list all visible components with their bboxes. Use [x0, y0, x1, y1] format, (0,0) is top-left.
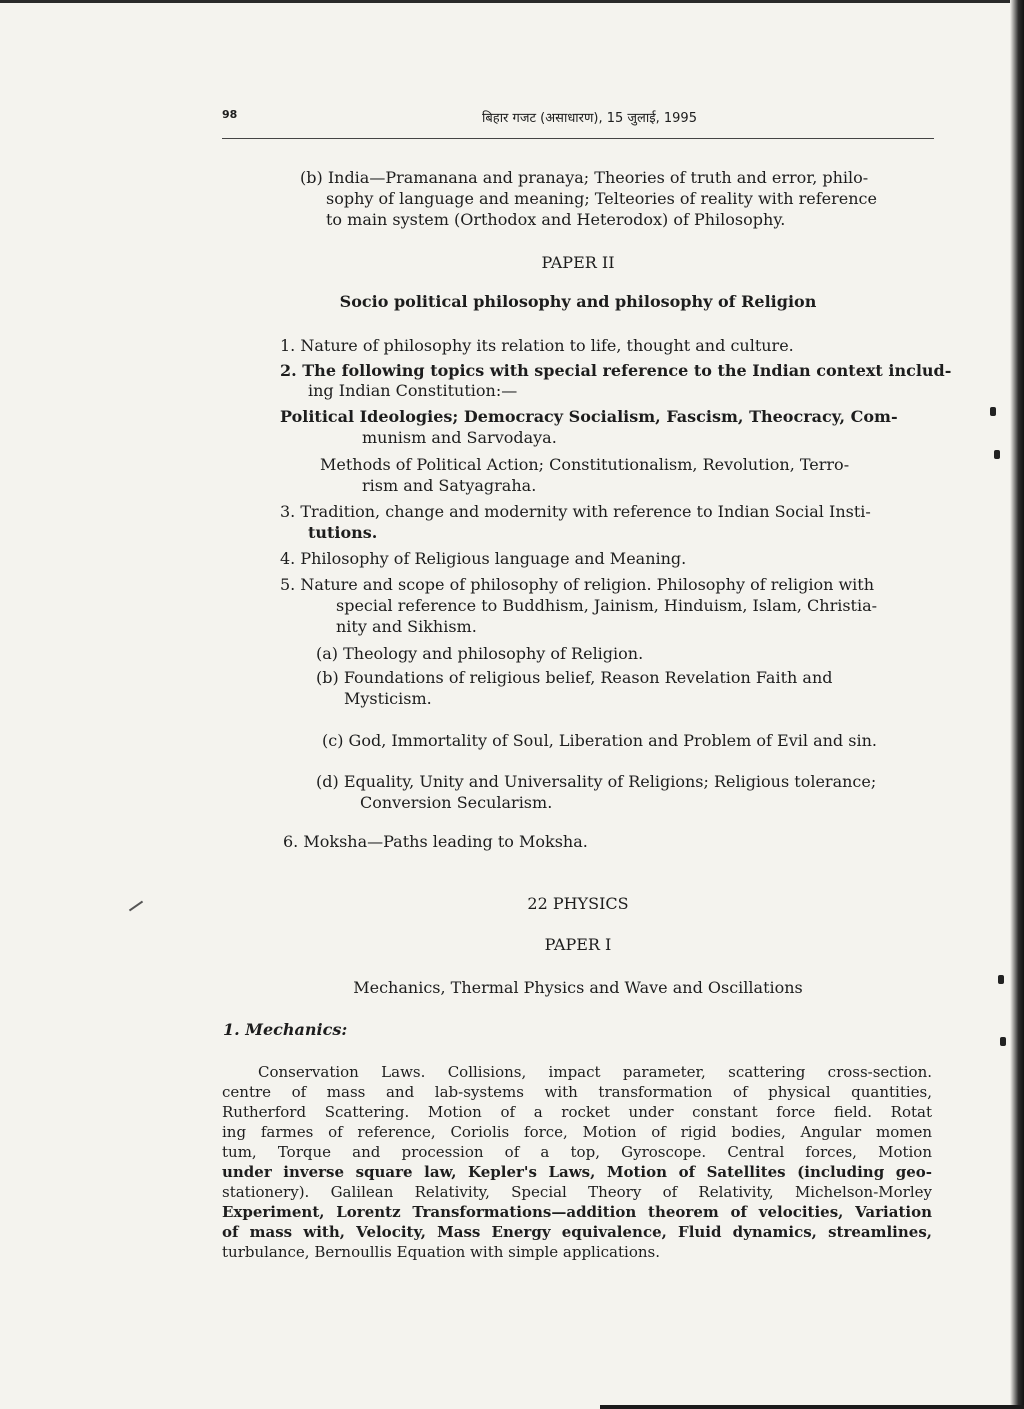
paper2-item-5b-cont: Mysticism. [344, 689, 432, 708]
mechanics-line-7: stationery). Galilean Relativity, Special Theory of Relativity, Michelson-Morley [222, 1183, 932, 1201]
scan-mark [990, 407, 996, 416]
physics-paper: PAPER I [544, 935, 612, 954]
page-edge-shadow [1010, 0, 1024, 1409]
physics-title: Mechanics, Thermal Physics and Wave and Oscillations [353, 978, 803, 997]
mechanics-line-9: of mass with, Velocity, Mass Energy equivalence, Fluid dynamics, streamlines, [222, 1223, 932, 1241]
paper2-heading: PAPER II [541, 253, 615, 272]
paper2-item-5-cont-1: special reference to Buddhism, Jainism, Hinduism, Islam, Christia- [336, 596, 878, 615]
paper2-item-6: 6. Moksha—Paths leading to Moksha. [283, 832, 588, 851]
philosophy-b-line-1: (b) India—Pramanana and pranaya; Theories of truth and error, philo- [300, 168, 869, 187]
physics-subject: 22 PHYSICS [527, 894, 629, 913]
paper2-item-3-cont: tutions. [308, 523, 378, 542]
mechanics-line-8: Experiment, Lorentz Transformations—addition theorem of velocities, Variation [222, 1203, 932, 1221]
scan-mark [994, 450, 1000, 459]
mechanics-line-3: Rutherford Scattering. Motion of a rocket under constant force field. Rotat [222, 1103, 932, 1121]
page-number: 98 [222, 108, 238, 121]
political-ideologies-line: Political Ideologies; Democracy Socialism, Fascism, Theocracy, Com- [280, 407, 898, 426]
philosophy-b-line-2: sophy of language and meaning; Telteories of reality with reference [326, 189, 877, 208]
paper2-item-1: 1. Nature of philosophy its relation to life, thought and culture. [280, 336, 794, 355]
paper2-item-4: 4. Philosophy of Religious language and Meaning. [280, 549, 687, 568]
paper2-item-5d: (d) Equality, Unity and Universality of Religions; Religious tolerance; [316, 772, 877, 791]
mechanics-line-6: under inverse square law, Kepler's Laws, Motion of Satellites (including geo- [222, 1163, 932, 1181]
paper2-item-5: 5. Nature and scope of philosophy of religion. Philosophy of religion with [280, 575, 875, 594]
paper2-item-3: 3. Tradition, change and modernity with reference to Indian Social Insti- [280, 502, 871, 521]
mechanics-line-10: turbulance, Bernoullis Equation with simple applications. [222, 1243, 660, 1261]
mechanics-line-1: Conservation Laws. Collisions, impact parameter, scattering cross-section. [258, 1063, 932, 1081]
top-rule [0, 0, 1024, 3]
scan-mark [998, 975, 1004, 984]
scan-mark [1000, 1037, 1006, 1046]
gazette-title: बिहार गजट (असाधारण), 15 जुलाई, 1995 [482, 111, 697, 126]
mechanics-heading: 1. Mechanics: [223, 1020, 348, 1039]
political-ideologies-cont: munism and Sarvodaya. [362, 428, 557, 447]
paper2-item-5d-cont: Conversion Secularism. [360, 793, 553, 812]
bottom-edge-shadow [600, 1405, 1024, 1409]
mechanics-line-4: ing farmes of reference, Coriolis force, Motion of rigid bodies, Angular momen [222, 1123, 932, 1141]
paper2-item-5-cont-2: nity and Sikhism. [336, 617, 477, 636]
paper2-title: Socio political philosophy and philosophy of Religion [339, 292, 817, 311]
philosophy-b-line-3: to main system (Orthodox and Heterodox) of Philosophy. [326, 210, 786, 229]
page-header [222, 108, 934, 126]
paper2-item-5a: (a) Theology and philosophy of Religion. [316, 644, 644, 663]
pen-stroke [129, 901, 143, 912]
header-rule [222, 138, 934, 139]
methods-cont: rism and Satyagraha. [362, 476, 537, 495]
paper2-item-2: 2. The following topics with special reference to the Indian context includ- [280, 361, 952, 380]
mechanics-line-2: centre of mass and lab-systems with transformation of physical quantities, [222, 1083, 932, 1101]
paper2-item-5b: (b) Foundations of religious belief, Reason Revelation Faith and [316, 668, 833, 687]
paper2-item-2-cont: ing Indian Constitution:— [308, 381, 518, 400]
mechanics-line-5: tum, Torque and procession of a top, Gyroscope. Central forces, Motion [222, 1143, 932, 1161]
paper2-item-5c: (c) God, Immortality of Soul, Liberation and Problem of Evil and sin. [322, 731, 877, 750]
methods-line: Methods of Political Action; Constitutionalism, Revolution, Terro- [320, 455, 850, 474]
